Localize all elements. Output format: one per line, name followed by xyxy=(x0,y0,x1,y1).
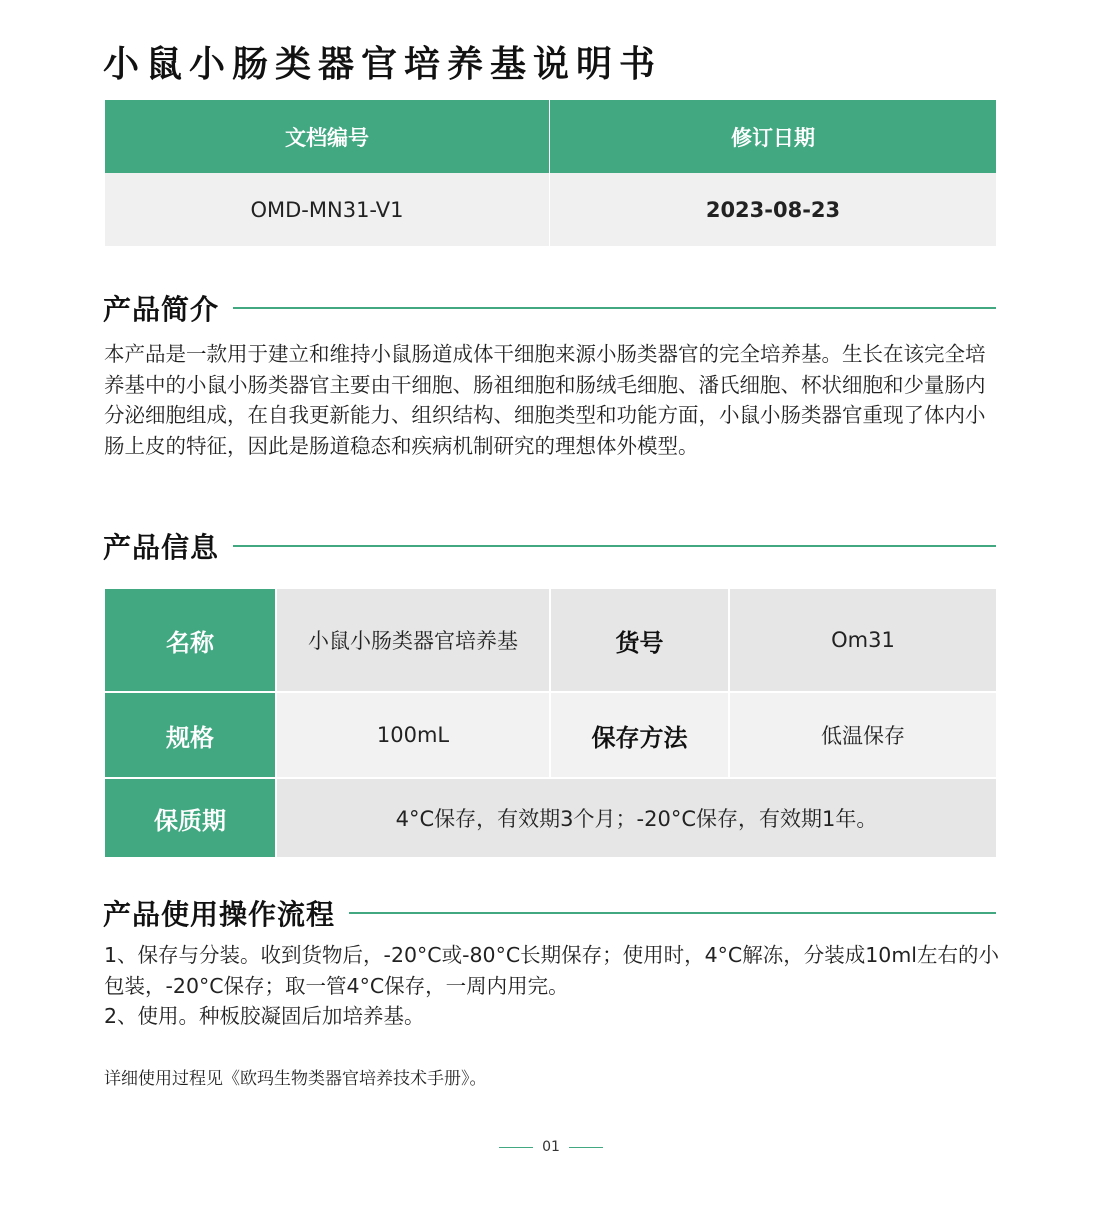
info-section-heading xyxy=(103,526,996,566)
name-value: 小鼠小肠类器官培养基 xyxy=(277,589,549,691)
storage-value: 低温保存 xyxy=(730,693,996,777)
name-label: 名称 xyxy=(105,589,275,691)
code-value: Om31 xyxy=(730,589,996,691)
intro-divider xyxy=(233,307,996,309)
document-info-table xyxy=(105,100,996,246)
intro-heading: 产品简介 xyxy=(103,293,220,326)
code-label: 货号 xyxy=(551,589,728,691)
page-number-left-line xyxy=(499,1147,533,1148)
info-divider xyxy=(233,545,996,547)
doc-number-header: 文档编号 xyxy=(105,100,550,173)
shelf-life-label: 保质期 xyxy=(105,779,275,857)
manual-reference-note: 详细使用过程见《欧玛生物类器官培养技术手册》。 xyxy=(104,1069,487,1089)
procedure-divider xyxy=(349,912,996,914)
procedure-heading: 产品使用操作流程 xyxy=(103,898,336,931)
intro-section-heading xyxy=(103,288,996,328)
doc-number-value: OMD-MN31-V1 xyxy=(105,173,550,246)
page-number xyxy=(496,1137,606,1157)
shelf-life-value: 4°C保存，有效期3个月；-20°C保存，有效期1年。 xyxy=(277,779,996,857)
product-info-table xyxy=(105,589,996,857)
spec-value: 100mL xyxy=(277,693,549,777)
page-number-text: 01 xyxy=(542,1139,560,1155)
procedure-step-1: 1、保存与分装。收到货物后，-20°C或-80°C长期保存；使用时，4°C解冻，分装成10ml左右的小包装，-20°C保存；取一管4°C保存，一周内用完。 xyxy=(104,943,999,998)
document-title: 小鼠小肠类器官培养基说明书 xyxy=(103,44,663,85)
page-number-right-line xyxy=(569,1147,603,1148)
revision-date-value: 2023-08-23 xyxy=(550,173,996,246)
spec-label: 规格 xyxy=(105,693,275,777)
procedure-section-heading xyxy=(103,893,996,933)
revision-date-header: 修订日期 xyxy=(550,100,996,173)
storage-label: 保存方法 xyxy=(551,693,728,777)
procedure-step-2: 2、使用。种板胶凝固后加培养基。 xyxy=(104,1004,425,1028)
info-heading: 产品信息 xyxy=(103,531,220,564)
intro-paragraph: 本产品是一款用于建立和维持小鼠肠道成体干细胞来源小肠类器官的完全培养基。生长在该完全培养基中的小鼠小肠类器官主要由干细胞、肠祖细胞和肠绒毛细胞、潘氏细胞、杯状细胞和少量肠内分泌细胞组成，在自我更新能力、组织结构、细胞类型和功能方面，小鼠小肠类器官重现了体内小肠上皮的特征，因此是肠道稳态和疾病机制研究的理想体外模型。 xyxy=(104,342,986,458)
